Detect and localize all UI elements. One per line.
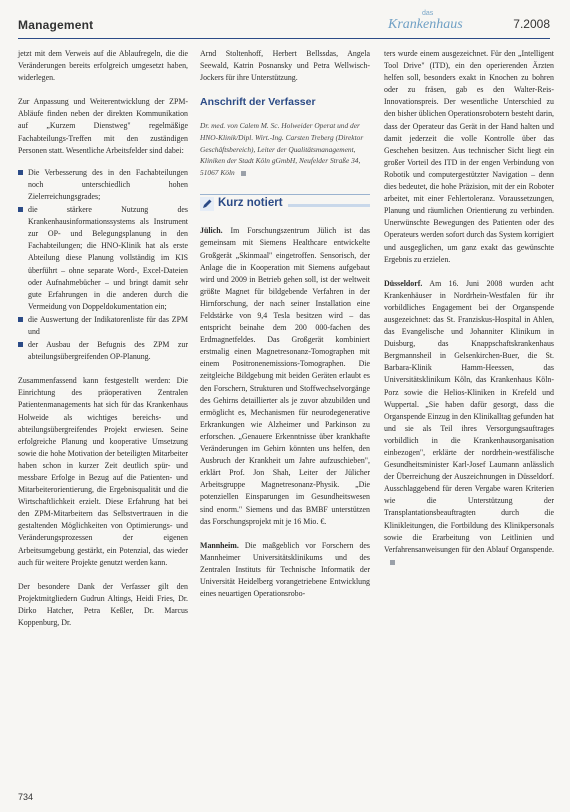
paragraph: Zur Anpassung und Weiterentwicklung der ZPM-Abläufe finden neben der direkten Kommunikation auf „Kurzem Dienstweg" regelmäßige Fachabteilungs-Treffen mit den zuständigen Personen statt. Wesentliche Arbeitsfelder sind dabei:: [18, 97, 188, 155]
news-text: Am 16. Juni 2008 wurden acht Krankenhäuser in Nordrhein-Westfalen für ihr vorbildliches Engagement bei der Organspende ausgezeichnet: das St. Franziskus-Hospital in Ahlen, das Evangelische und Johanniter Klinikum in Duisburg, das Knappschaftskrankenhaus Bergmannsheil in Gelsenkirchen-Buer, die St. Barbara-Klinik Hamm-Heessen, das Universitätsklinikum Köln, das Krankenhaus Köln-Porz sowie die Helios-Kliniken in Krefeld und Wuppertal. „Sie haben dafür gesorgt, dass die Organspende Einzug in den Klinikalltag gefunden hat und sie als Teil ihres Versorgungsauftrages vorbildlich in die Krankenhausorganisation einbezogen", erklärte der nordrhein-westfälische Gesundheitsminister Karl-Josef Laumann anlässlich der Überreichung der Auszeichnungen in Düsseldorf. Ausschlaggebend für deren Vergabe waren Kriterien wie die Unterstützung der Transplantationsbeauftragten durch die Klinikleitungen, die Fortbildung des Klinikpersonals sowie die Erarbeitung von Leitlinien und Verfahrensanweisungen für den Ablauf Organspende.: [384, 278, 554, 554]
end-mark-icon: [241, 171, 246, 176]
pencil-icon: [200, 197, 214, 211]
news-box-header: [200, 194, 370, 215]
page-header: [18, 10, 550, 38]
news-item: [384, 278, 554, 568]
page-number: 734: [18, 792, 34, 802]
paragraph: Zusammenfassend kann festgestellt werden: Die Einrichtung des präoperativen Zentralen Patientenmanagements hat sich für das Krankenhaus Holweide als wichtiges bereichs- und abteilungsübergreifendes Projekt erwiesen. Seine erfolgreiche Planung und kooperative Umsetzung sowie die hohe Motivation der beteiligten Mitarbeiter haben schon in kurzer Zeit deutlich spür- und messbare Erfolge in Bezug auf die Patienten- und Mitarbeiterorientierung, die Ergebnisqualität und die Wirtschaftlichkeit erzielt. Diese Erfahrung hat bei den ZPM-Mitarbeitern das Selbstvertrauen in die gestaltenden Möglichkeiten von Optimierungs- und Veränderungsprozessen der eigenen Arbeitsumgebung gestärkt, ein Potenzial, das wieder auch für weitere Projekte genutzt werden kann.: [18, 376, 188, 567]
title-bar: [288, 204, 370, 207]
logo-main-text: Krankenhaus: [388, 17, 463, 32]
news-item: [200, 540, 370, 600]
news-location: Mannheim.: [200, 540, 239, 550]
news-location: Düsseldorf.: [384, 278, 423, 288]
section-title: Management: [18, 18, 94, 32]
news-text: Die maßgeblich vor Forschern des Mannheimer Universitätsklinikums und des Zentralen Instituts für Technische Informatik der Universität Heidelberg vorangetriebene Entwicklung eines neuartigen Operationsrobo-: [200, 540, 370, 599]
end-mark-icon: [390, 560, 395, 565]
list-item: der Ausbau der Befugnis des ZPM zur abteilungsübergreifenden OP-Planung.: [18, 339, 188, 363]
news-item: [200, 225, 370, 527]
paragraph: Arnd Stoltenhoff, Herbert Bellssdas, Angela Seewald, Katrin Posnansky und Petra Wellwisch-Jockers für ihre Unterstützung.: [200, 49, 370, 83]
bullet-list: [18, 167, 188, 364]
news-box-title: Kurz notiert: [218, 197, 283, 210]
header-rule: [18, 38, 550, 39]
paragraph: jetzt mit dem Verweis auf die Ablaufregeln, die die Veränderungen bereits erfolgreich umgesetzt haben, widerlegen.: [18, 49, 188, 83]
address-heading: Anschrift der Verfasser: [200, 96, 316, 109]
issue-number: 7.2008: [513, 17, 550, 31]
news-location: Jülich.: [200, 226, 223, 236]
news-item: ters wurde einem ausgezeichnet. Für den „Intelligent Tool Drive" (ITD), ein den operierenden Ärzten helfen soll, besonders exakt in Knochen zu bohren oder zu fräsen, gab es den Walter-Reis-Innovationspreis. Der wesentliche Unterschied zu den bisher üblichen Operationsrobotern besteht darin, dass der Operateur das Gerät in der Hand halten und damit jederzeit die volle Kontrolle über das Geschehen besitzen. Aus technischer Sicht liegt ein großer Vorteil des ITD in der engen Verbindung von Robotik und computergestützter Navigation – denn dies bedeutet, die hohe Präzision, mit der ein Roboter arbeitet, mit einer Fehlertoleranz. Voraussetzungen, Planung und räumlichen Orientierung zu verbinden. Unerwünschte Bewegungen des Patienten oder des Operateurs werden sofort durch das System korrigiert und ausgeglichen, um ganz exakt das gewünschte Ergebnis zu erzielen.: [384, 49, 554, 264]
list-item: die stärkere Nutzung des Krankenhausinformationssystems als Instrument zur OP- und Belegungsplanung in den Fachabteilungen; die HNO-Klinik hat als erste Abteilung diese Planung vollständig im KIS überführt – ohne separate Word-, Excel-Dateien oder Aufnahmebücher – und bringt damit sehr gute Erfahrungen in die anderen durch die Vermeidung von Doppeldokumentation ein;: [18, 204, 188, 313]
list-item: Die Verbesserung des in den Fachabteilungen noch unterschiedlich hohen Zielerreichungsgrades;: [18, 167, 188, 203]
logo-top-text: das: [422, 10, 434, 17]
column-2: [200, 48, 370, 600]
column-3: [384, 48, 554, 568]
column-1: [18, 48, 188, 629]
magazine-logo: [388, 10, 478, 36]
news-text: Im Forschungszentrum Jülich ist das gemeinsam mit Siemens Healthcare entwickelte Großgerät „Skinmaal" eingetroffen. Sensorisch, der Anlage die in Kooperation mit Siemens aufgebaut wird und 2009 in Betrieb gehen soll, ist der weltweit größte Magnet für bildgebende Verfahren in der Hirnforschung, der nach seiner Installation eine Feldstärke von 9,4 Tesla besitzen wird – das entspricht beinahe dem 200 000-fachen des Erdmagnetfeldes. Das Großgerät kombiniert erstmalig einen Magnetresonanz-Tomographen mit einem Positronenemissions-Tomographen. Die zeitgleiche Bildgebung mit beiden Geräten erlaubt es den Forschern, Strukturen und Stoffwechselvorgänge des Gehirns detaillierter als je zuvor abzubilden und ermöglicht es, Mechanismen für neurodegenerative Erkrankungen wie Alzheimer und Parkinson zu erforschen. „Genauere Erkenntnisse über krankhafte Veränderungen im Gehirn könnten uns helfen, den Ausbruch der Krankheit um Jahre aufzuschieben", erklärt Prof. Jon Shah, Leiter der Jülicher Arbeitsgruppe Magnetresonanz-Physik. „Die potenziellen Einsparungen im Gesundheitswesen sind enorm." Siemens und das BMBF unterstützen das Forschungsprojekt mit je 16 Mio. €.: [200, 226, 370, 526]
paragraph: Der besondere Dank der Verfasser gilt den Projektmitgliedern Gudrun Altings, Heidi Fries, Dr. Dirko Hatcher, Petra Keßler, Dr. Marcus Koppenburg, Dr.: [18, 581, 188, 628]
author-address: [200, 120, 370, 178]
address-text: Dr. med. von Calem M. Sc. Holweider Operat und der HNO-Klinik/Dipl. Wirt.-Ing. Carsten Treberg (Direktor Geschäftsbereich), Leiter der Qualitätsmanagement, Kliniken der Stadt Köln gGmbH, Neufelder Straße 34, 51067 Köln: [200, 121, 364, 177]
list-item: die Auswertung der Indikatorenliste für das ZPM und: [18, 314, 188, 338]
